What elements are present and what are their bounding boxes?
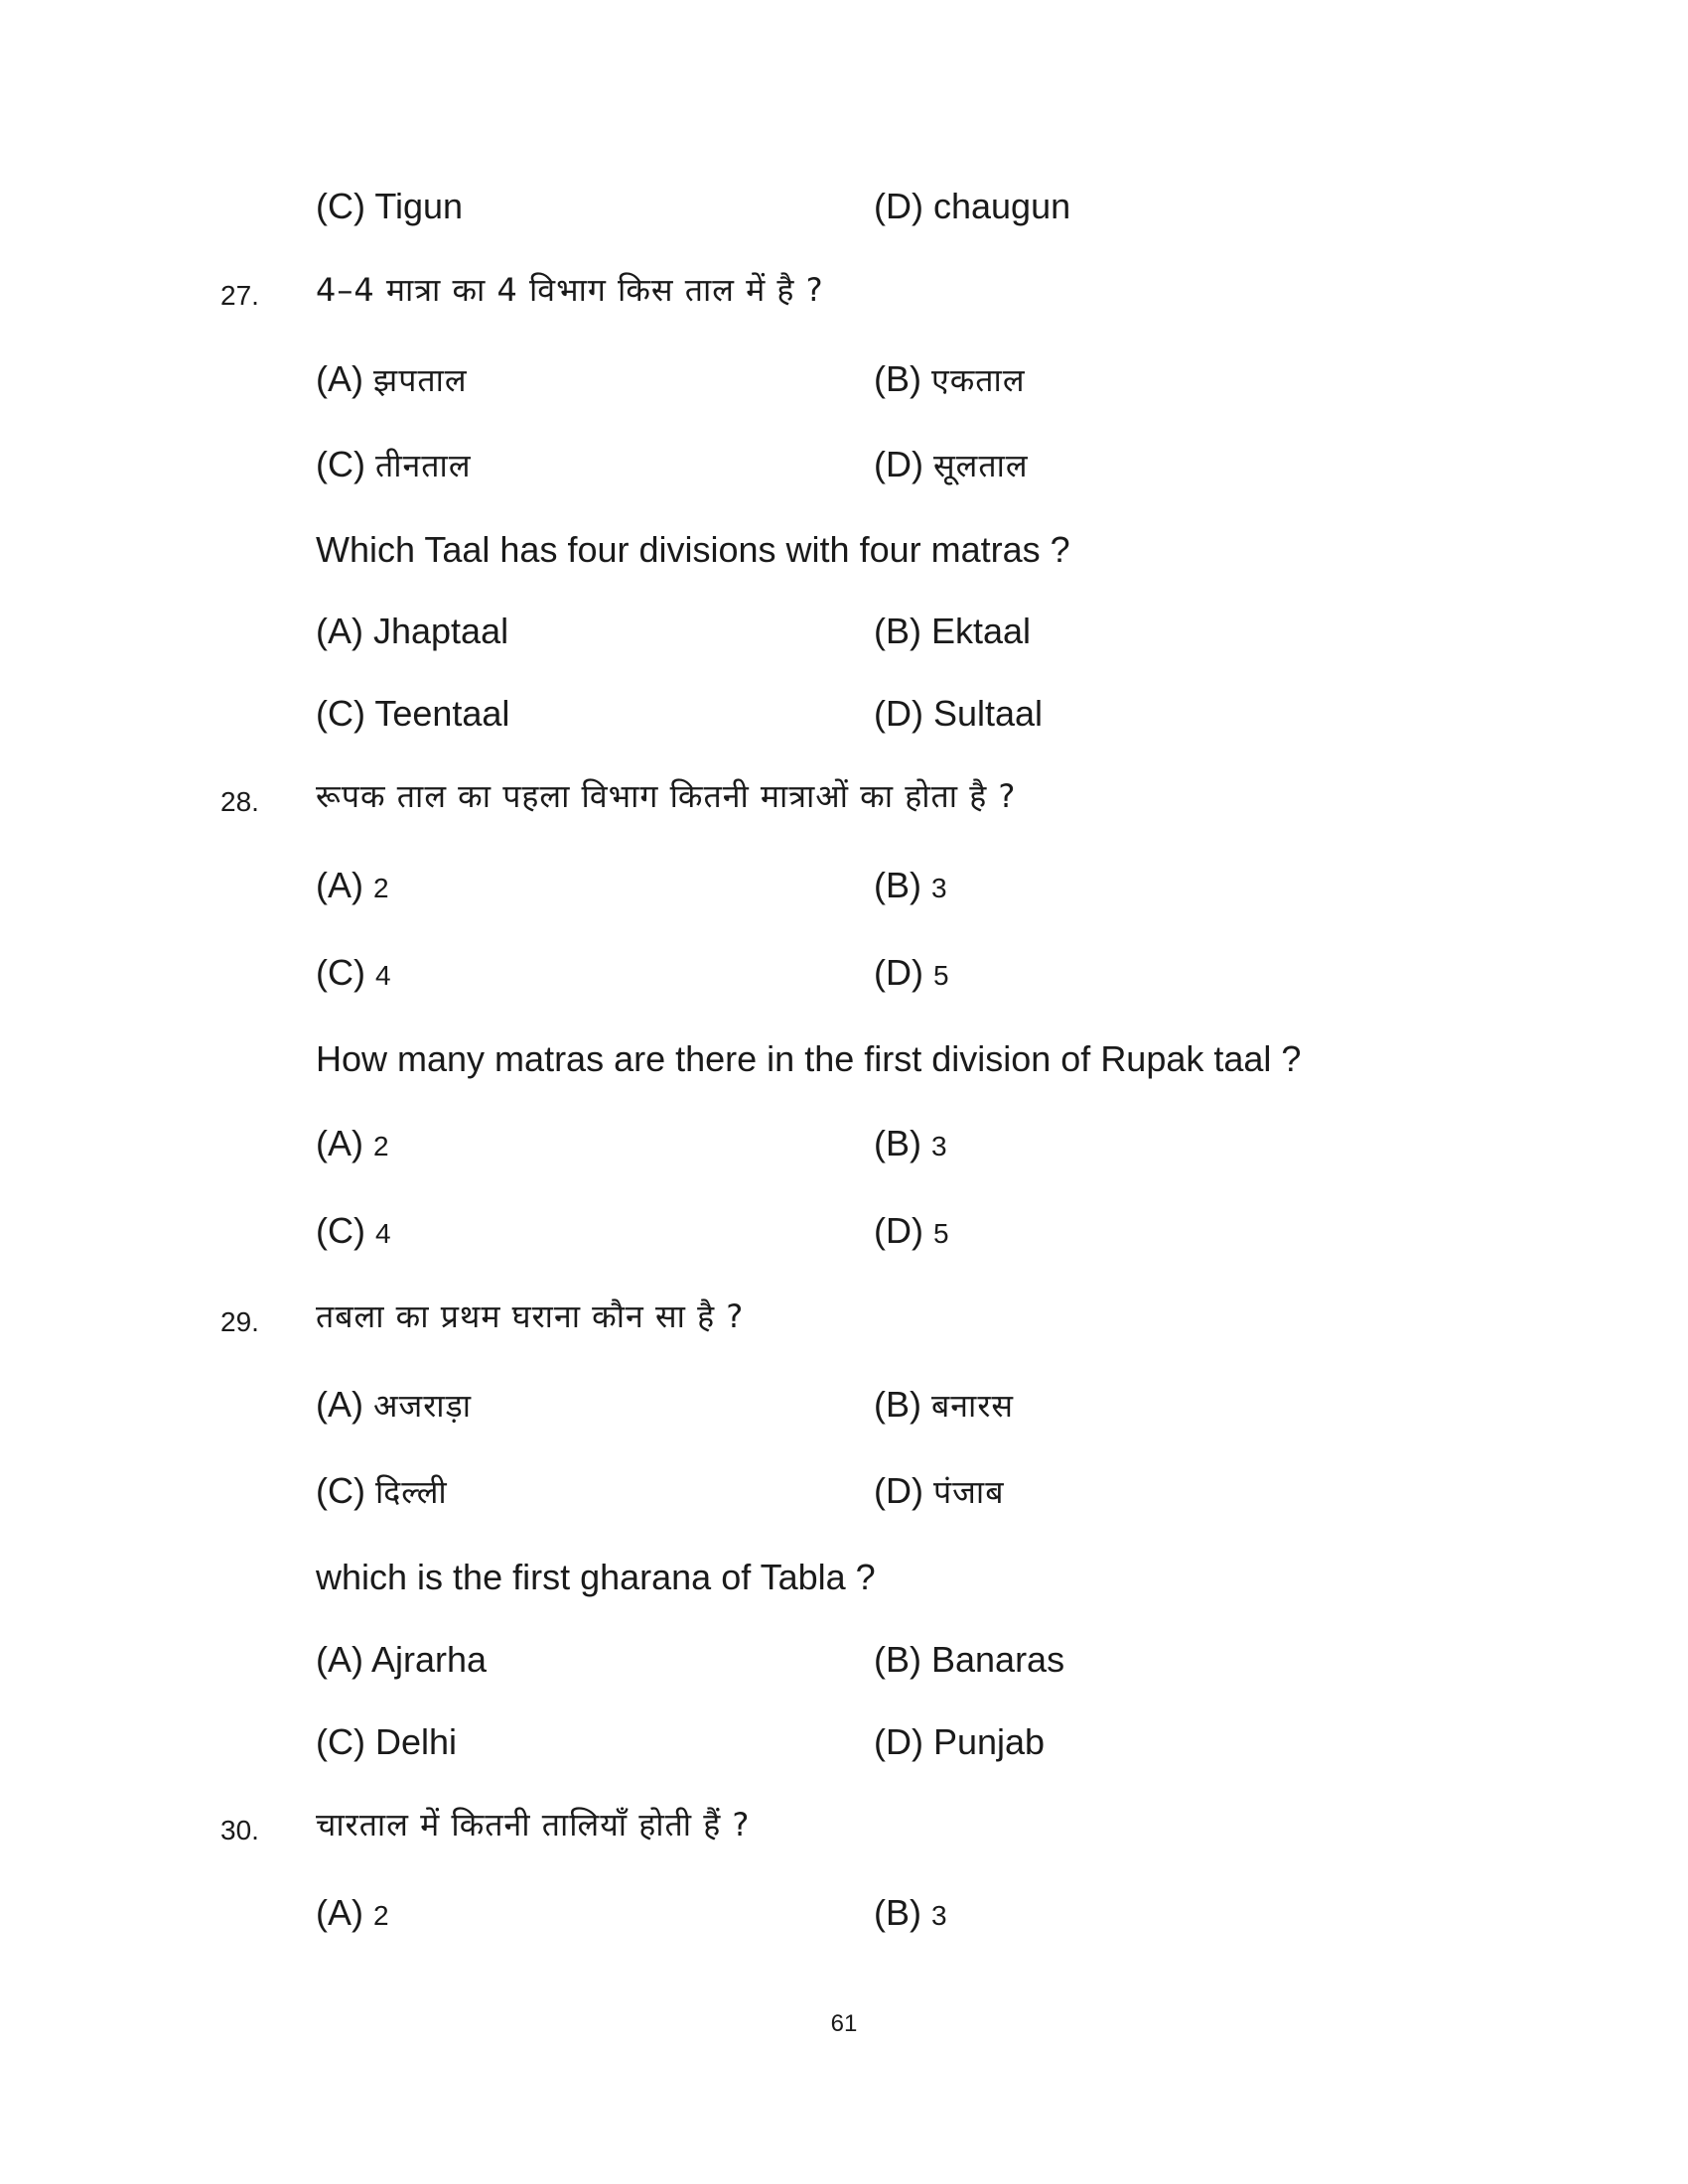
option-text: 2	[373, 1900, 389, 1931]
option-c	[316, 1209, 391, 1256]
option-c: (C) Tigun	[316, 186, 464, 226]
option-b: (B) Ektaal	[874, 611, 1032, 651]
option-prefix: (B)	[874, 865, 921, 905]
option-prefix: (D)	[874, 444, 923, 484]
option-c	[316, 1469, 448, 1514]
question-number: 28.	[220, 786, 259, 817]
question-number: 29.	[220, 1306, 259, 1337]
option-text: 3	[931, 1131, 947, 1161]
option-prefix: (D)	[874, 1210, 923, 1251]
option-prefix: (C)	[316, 1210, 365, 1251]
option-d: (D) Punjab	[874, 1721, 1046, 1762]
option-text: 4	[375, 960, 391, 991]
option-a	[316, 864, 389, 910]
option-prefix: (A)	[316, 358, 363, 399]
question-number: 30.	[220, 1815, 259, 1845]
option-b: (B) Banaras	[874, 1639, 1065, 1680]
option-text: पंजाब	[933, 1473, 1005, 1511]
option-c	[316, 443, 472, 487]
option-c: (C) Teentaal	[316, 693, 510, 734]
option-prefix: (C)	[316, 1470, 365, 1511]
option-d: (D) Sultaal	[874, 693, 1044, 734]
option-a: (A) Ajrarha	[316, 1639, 488, 1680]
page-number: 61	[830, 2010, 858, 2037]
option-prefix: (A)	[316, 1892, 363, 1933]
option-a	[316, 1891, 389, 1938]
option-b	[874, 864, 947, 910]
option-b	[874, 1122, 947, 1168]
option-b	[874, 357, 1026, 402]
option-prefix: (A)	[316, 865, 363, 905]
option-prefix: (D)	[874, 952, 923, 993]
option-prefix: (B)	[874, 358, 921, 399]
option-prefix: (B)	[874, 1892, 921, 1933]
option-d: (D) chaugun	[874, 186, 1071, 226]
option-text: अजराड़ा	[373, 1387, 472, 1425]
option-d	[874, 951, 949, 998]
option-prefix: (B)	[874, 1123, 921, 1163]
option-prefix: (D)	[874, 1470, 923, 1511]
option-b	[874, 1891, 947, 1938]
option-c	[316, 951, 391, 998]
question-hindi: 4–4 मात्रा का 4 विभाग किस ताल में है ?	[316, 271, 824, 309]
option-text: 2	[373, 873, 389, 903]
option-text: 2	[373, 1131, 389, 1161]
option-text: तीनताल	[375, 447, 472, 484]
question-hindi: रूपक ताल का पहला विभाग कितनी मात्राओं का होता है ?	[316, 777, 1017, 815]
option-c: (C) Delhi	[316, 1721, 458, 1762]
question-number: 27.	[220, 280, 259, 311]
option-prefix: (B)	[874, 1384, 921, 1425]
option-text: 5	[933, 960, 949, 991]
option-text: 4	[375, 1218, 391, 1249]
option-a	[316, 1383, 472, 1428]
option-a	[316, 357, 468, 402]
question-english: How many matras are there in the first division of Rupak taal ?	[316, 1038, 1302, 1079]
option-a: (A) Jhaptaal	[316, 611, 509, 651]
option-prefix: (A)	[316, 1123, 363, 1163]
option-text: 5	[933, 1218, 949, 1249]
option-b	[874, 1383, 1014, 1428]
option-d	[874, 1469, 1004, 1514]
option-text: 3	[931, 873, 947, 903]
question-hindi: चारताल में कितनी तालियाँ होती हैं ?	[316, 1806, 751, 1843]
option-d	[874, 1209, 949, 1256]
option-prefix: (C)	[316, 444, 365, 484]
option-d	[874, 443, 1029, 487]
option-text: सूलताल	[933, 447, 1029, 484]
option-text: झपताल	[373, 361, 468, 399]
question-hindi: तबला का प्रथम घराना कौन सा है ?	[316, 1297, 745, 1335]
question-english: which is the first gharana of Tabla ?	[316, 1557, 876, 1597]
option-text: एकताल	[931, 361, 1026, 399]
option-text: दिल्ली	[375, 1473, 448, 1511]
option-a	[316, 1122, 389, 1168]
option-text: बनारस	[931, 1387, 1015, 1425]
question-english: Which Taal has four divisions with four matras ?	[316, 529, 1070, 570]
option-text: 3	[931, 1900, 947, 1931]
option-prefix: (A)	[316, 1384, 363, 1425]
option-prefix: (C)	[316, 952, 365, 993]
